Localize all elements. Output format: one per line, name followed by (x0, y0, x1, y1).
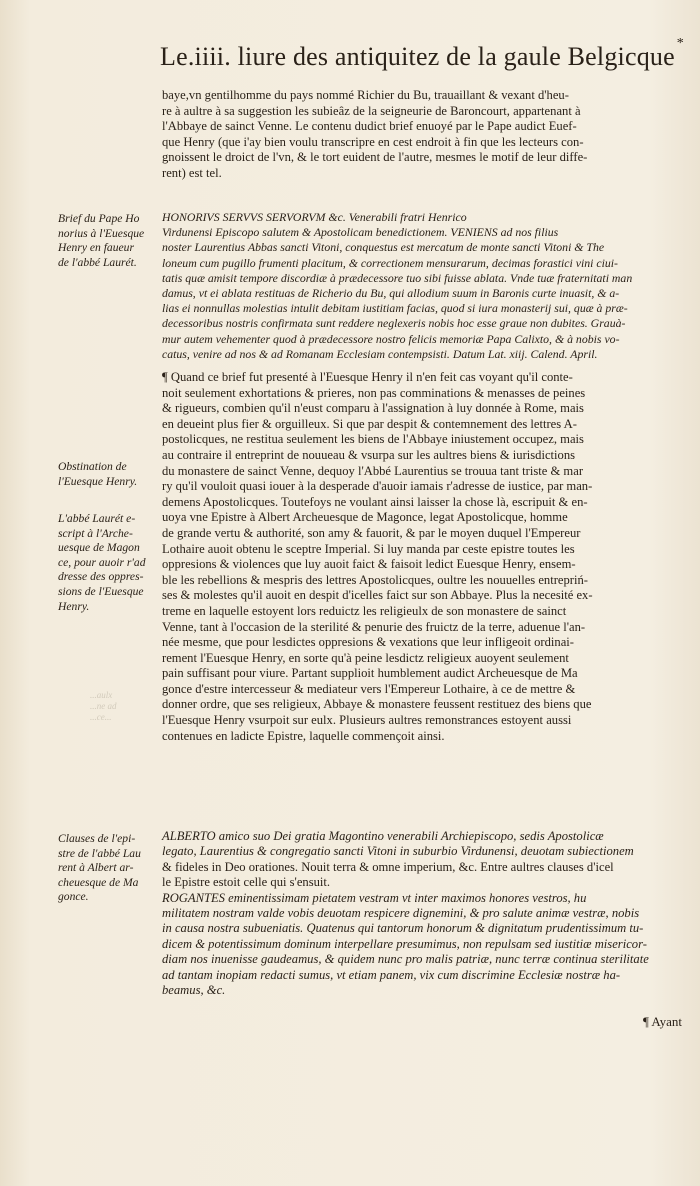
latin-line: beamus, &c. (162, 983, 226, 998)
latin-line: ROGANTES eminentissimam pietatem vestram vt inter maximos honores vestros, hu (162, 890, 587, 905)
margin-line: stre de l'abbé Lau (58, 846, 141, 860)
margin-line: rent à Albert ar- (58, 861, 134, 875)
text-line: postolicques, ne restitua seulement les biens de l'Abbaye iniustement occupez, mais (162, 432, 584, 447)
text-line: au contraire il entreprint de nouueau & vsurpa sur les aultres biens & iurisdictions (162, 447, 576, 462)
margin-line: sions de l'Euesque (58, 584, 144, 598)
text-line: en deueint plus fier & orguilleux. Si que par despit & contemnement des lettres A- (162, 416, 577, 431)
ghost-line: ...ce... (90, 712, 112, 722)
latin-line: catus, venire ad nos & ad Romanam Ecclesiam contempsisti. Datum Lat. xiij. Calend. April. (162, 346, 598, 361)
latin-line: noster Laurentius Abbas sancti Vitoni, conquestus est mercatum de monte sancti Vitoni & The (162, 240, 605, 255)
margin-line: dresse des oppres- (58, 570, 144, 584)
latin-line: legato, Laurentius & congregatio sancti Vitoni in suburbio Virdunensi, deuotam subiectionem (162, 844, 634, 859)
text-line: contenues en ladicte Epistre, laquelle commençoit ainsi. (162, 728, 445, 743)
ghost-line: ...aulx (90, 690, 113, 700)
latin-line: loneum cum pugillo frumenti placitum, & correctionem mensurarum, decimas forastici vini ciui- (162, 255, 618, 270)
text-line: l'Euesque Henry vsurpoit sur eulx. Plusieurs aultres remonstrances estoyent aussi (162, 713, 572, 728)
margin-note-laurent (58, 512, 158, 614)
latin-line: mur autem vehementer quod à prædecessore nostro felicis memoriæ Papa Calixto, & à nobis vo- (162, 331, 620, 346)
latin-line: ad tantam inopiam redacti sumus, vt etiam panem, vix cum discrimine Ecclesiæ nostræ ha- (162, 967, 621, 982)
text-line: gnoissent le droict de l'vn, & le tort euident de l'autre, mesmes le motif de leur diffe- (162, 150, 588, 165)
text-line: l'Abbaye de sainct Venne. Le contenu dudict brief enuoyé par le Pape audict Euef- (162, 119, 577, 134)
margin-line: l'Euesque Henry. (58, 474, 138, 488)
margin-note-clauses (58, 832, 158, 905)
margin-line: de l'abbé Laurét. (58, 255, 137, 269)
page-title: Le.iiii. liure des antiquitez de la gaule Belgicque (160, 42, 675, 71)
latin-line: lias ei nonnullas molestias intulit debitam iustitiam facias, quod si iura monasterij sui, quæ à præ- (162, 301, 628, 316)
margin-note-obstination (58, 460, 158, 489)
text-line: rent) est tel. (162, 165, 222, 180)
text-line: née mesme, que pour lesdictes oppresions & vexations que leur infligeoit ordinai- (162, 635, 574, 650)
text-line: rement l'Euesque Henry, en sorte qu'à peine lesdictz religieux auoyent seulement (162, 650, 569, 665)
latin-epistle (162, 829, 682, 998)
margin-line: Brief du Pape Ho (58, 212, 140, 225)
text-line: que Henry (que i'ay bien voulu transcripre en cest endroit à fin que les lecteurs con- (162, 134, 584, 149)
margin-line: uesque de Magon (58, 541, 140, 555)
latin-line: militatem nostram valde vobis deuotam respicere dignemini, & pro salute animæ vestræ, nobis (162, 906, 640, 921)
text-line: gonce d'estre intercesseur & mediateur vers l'Empereur Lothaire, à ce de mettre & (162, 681, 576, 696)
paragraph-intro (162, 88, 682, 182)
text-line: noit seulement exhortations & prieres, non pas comminations & menasses de peines (162, 385, 586, 400)
latin-line: damus, vt ei ablata restituas de Richerio du Bu, qui allodium suum in Baronis curte inuasit, & a- (162, 286, 620, 301)
text-line: ble les rebellions & mespris des lettres Apostolicques, oultre les nouuelles entrepriń- (162, 572, 588, 587)
bleed-through-text (90, 690, 160, 770)
catchword: ¶ Ayant (643, 1014, 682, 1029)
text-line: uoya vne Epistre à Albert Archeuesque de Magonce, legat Apostolicque, homme (162, 510, 568, 525)
text-line: treme en laquelle estoyent lors reduictz les religieulx de son monastere de sainct (162, 603, 567, 618)
text-line: pain suffisant pour viure. Partant supplioit humblement audict Archeuesque de Ma (162, 666, 578, 681)
text-line: donner ordre, que ses religieux, Abbaye & monastere feussent restituez des biens que (162, 697, 592, 712)
text-line: ry qu'il vouloit quasi iouer à la desperade d'auoir iamais r'adresse de iustice, par man- (162, 479, 593, 494)
text-line: de grande vertu & authorité, son amy & fauorit, & par le moyen duquel l'Empereur (162, 525, 581, 540)
text-line: oppresions & violences que luy auoit faict & faisoit ledict Euesque Henry, ensem- (162, 557, 576, 572)
margin-line: ce, pour auoir r'ad (58, 555, 146, 569)
paragraph-narrative (162, 370, 682, 744)
margin-line: Clauses de l'epi- (58, 832, 136, 845)
margin-note-brief (58, 212, 158, 270)
text-line: demens Apostolicques. Toutefoys ne voulant ainsi laisser la chose là, escripuit & en- (162, 494, 588, 509)
text-line: ses & molestes qu'il auoit en despit d'icelles faict sur son Abbaye. Plus la necesité ex- (162, 588, 593, 603)
asterisk-mark: * (676, 36, 684, 51)
margin-line: Obstination de (58, 460, 127, 473)
text-line: du monastere de sainct Venne, dequoy l'Abbé Laurentius se trouua tant triste & mar (162, 463, 584, 478)
text-line: Lothaire auoit obtenu le sceptre Imperial. Si luy manda par ceste epistre toutes les (162, 541, 575, 556)
text-line: & rigueurs, combien qu'il n'eust comparu à l'assignation à luy donnée à Rome, mais (162, 401, 584, 416)
margin-line: script à l'Arche- (58, 526, 133, 540)
latin-line: ALBERTO amico suo Dei gratia Magontino venerabili Archiepiscopo, sedis Apostolicæ (162, 829, 604, 843)
text-line: baye,vn gentilhomme du pays nommé Richier du Bu, trauaillant & vexant d'heu- (162, 88, 569, 102)
latin-line: in causa nostra subueniatis. Quatenus qui tantorum honorum & dignitatum prudentissimum tu- (162, 921, 644, 936)
text-line: re à aultre à sa suggestion les subieâz de la seigneurie de Baroncourt, appartenant à (162, 103, 581, 118)
latin-brief (162, 210, 682, 362)
latin-line: diam nos inuenisse gaudeamus, & quidem nunc pro malis patriæ, nunc terræ continua sterilitate (162, 952, 649, 967)
text-line: ¶ Quand ce brief fut presenté à l'Euesque Henry il n'en feit cas voyant qu'il conte- (162, 370, 573, 384)
margin-line: gonce. (58, 890, 89, 904)
text-line: Venne, tant à l'occasion de la sterilité & penurie des fruictz de la terre, aduenue l'an- (162, 619, 586, 634)
latin-line: tatis quæ amisit tempore discordiæ à prædecessore tuo sibi fuisse ablata. Vnde tuæ fraternitati man (162, 270, 633, 285)
margin-line: Henry. (58, 599, 90, 613)
margin-line: cheuesque de Ma (58, 875, 139, 889)
latin-line: dicem & potentissimum dominum interpellare presumimus, non repulsam sed iustitiæ misericor- (162, 936, 647, 951)
latin-line: Virdunensi Episcopo salutem & Apostolicam benedictionem. VENIENS ad nos filius (162, 225, 559, 240)
text-line: le Epistre estoit celle qui s'ensuit. (162, 875, 331, 890)
mixed-line: & fideles in Deo orationes. Nouit terra & omne imperium, &c. Entre aultres clauses d'icel (162, 859, 614, 874)
margin-line: norius à l'Euesque (58, 226, 145, 240)
running-header (160, 36, 684, 72)
latin-line: HONORIVS SERVVS SERVORVM &c. Venerabili fratri Henrico (162, 210, 467, 224)
ghost-line: ...ne ad (90, 701, 117, 711)
margin-line: L'abbé Laurét e- (58, 512, 136, 525)
margin-line: Henry en faueur (58, 241, 134, 255)
latin-line: decessoribus nostris confirmata sunt reddere neglexeris nobis hoc esse graue non dubites. Grauà- (162, 316, 626, 331)
